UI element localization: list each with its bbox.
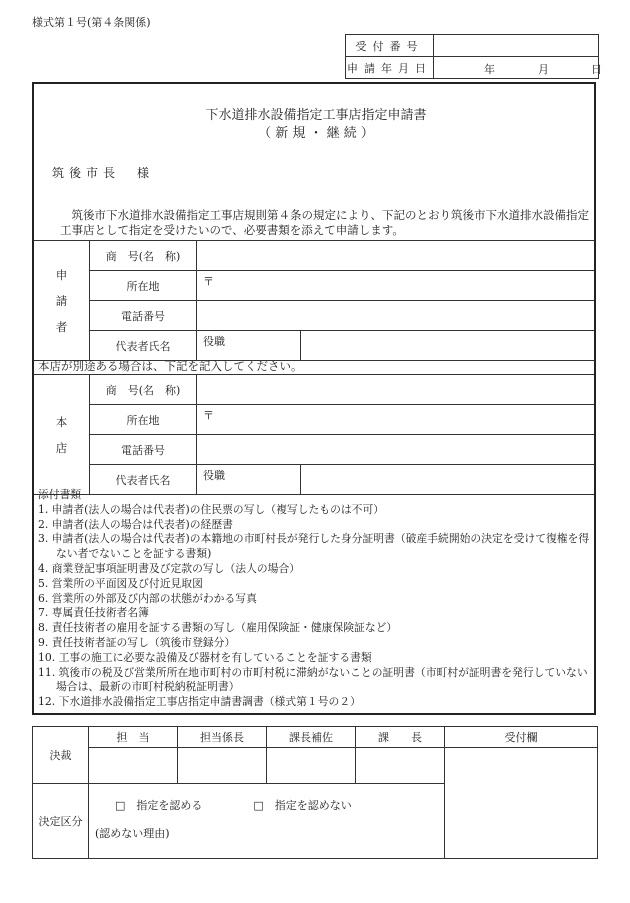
day-label: 日 (591, 63, 602, 76)
attachment-item: 10. 工事の施工に必要な設備及び器材を有していることを証する書類 (38, 650, 372, 664)
form-subtitle: （ 新 規 ・ 継 続 ） (258, 126, 374, 141)
attachments-list (38, 488, 593, 710)
deny-checkbox[interactable]: □ 指定を認めない (253, 798, 352, 812)
applicant-phone-label: 電話番号 (90, 301, 197, 331)
head-office-phone-label: 電話番号 (90, 435, 197, 465)
applicant-table (34, 240, 594, 361)
approval-table (32, 726, 598, 859)
month-label: 月 (538, 63, 549, 76)
head-office-name-label: 商 号(名 称) (90, 375, 197, 405)
approval-stamp-1[interactable] (89, 748, 178, 784)
head-office-rep-label: 代表者氏名 (90, 465, 197, 495)
decision-label: 決裁 (33, 727, 89, 784)
receipt-stamp-area[interactable] (445, 748, 598, 859)
receipt-number-field[interactable] (434, 35, 599, 57)
applicant-address-label: 所在地 (90, 271, 197, 301)
category-label: 決定区分 (33, 784, 89, 859)
attachment-item: 3. 申請者(法人の場合は代表者)の本籍地の市町村長が発行した身分証明書（破産手続開始の決定を受けて復権を得ない者でないことを証する書類) (38, 532, 590, 561)
head-office-address-field[interactable]: 〒 (197, 405, 595, 435)
applicant-rep-field[interactable] (301, 331, 595, 361)
applicant-role-field[interactable]: 役職 (197, 331, 301, 361)
approval-col-1: 担 当 (89, 727, 178, 748)
approval-stamp-3[interactable] (267, 748, 356, 784)
attachment-item: 11. 筑後市の税及び営業所所在地市町村の市町村税に滞納がないことの証明書（市町村が証明書を発行していない場合は、最新の市町村税納税証明書） (38, 665, 588, 694)
receipt-box (345, 34, 602, 79)
applicant-side-label: 申請者 (34, 241, 90, 361)
approval-col-2: 担当係長 (178, 727, 267, 748)
reason-field[interactable]: (認めない理由) (89, 825, 445, 858)
approval-col-4: 課 長 (356, 727, 445, 748)
decision-options (89, 784, 445, 826)
receipt-number-label: 受付番号 (346, 35, 434, 57)
approval-stamp-2[interactable] (178, 748, 267, 784)
application-form (32, 82, 596, 715)
attachment-item: 1. 申請者(法人の場合は代表者)の住民票の写し（複写したものは不可） (38, 502, 385, 516)
application-date-label: 申請年月日 (346, 57, 434, 79)
applicant-rep-label: 代表者氏名 (90, 331, 197, 361)
head-office-name-field[interactable] (197, 375, 595, 405)
approve-checkbox[interactable]: □ 指定を認める (115, 798, 203, 812)
approval-col-3: 課長補佐 (267, 727, 356, 748)
attachment-item: 7. 専属責任技術者名簿 (38, 606, 149, 620)
attachments-heading: 添付書類 (38, 488, 82, 501)
applicant-address-field[interactable]: 〒 (197, 271, 595, 301)
branch-note: 本店が別途ある場合は、下記を記入してください。 (38, 359, 303, 373)
attachment-item: 2. 申請者(法人の場合は代表者)の経歴書 (38, 517, 233, 531)
approval-stamp-4[interactable] (356, 748, 445, 784)
application-date-field[interactable] (434, 57, 602, 79)
head-office-phone-field[interactable] (197, 435, 595, 465)
receipt-col-label: 受付欄 (445, 727, 598, 748)
attachment-item: 5. 営業所の平面図及び付近見取図 (38, 576, 203, 590)
applicant-name-field[interactable] (197, 241, 595, 271)
form-title: 下水道排水設備指定工事店指定申請書 (205, 108, 427, 123)
head-office-role-field[interactable]: 役職 (197, 465, 301, 495)
attachment-item: 12. 下水道排水設備指定工事店指定申請書調書（様式第１号の２） (38, 695, 361, 709)
applicant-name-label: 商 号(名 称) (90, 241, 197, 271)
year-label: 年 (484, 63, 495, 76)
attachment-item: 4. 商業登記事項証明書及び定款の写し（法人の場合） (38, 561, 301, 575)
head-office-table (34, 374, 594, 495)
head-office-side-label: 本店 (34, 375, 90, 495)
attachment-item: 8. 責任技術者の雇用を証する書類の写し（雇用保険証・健康保険証など） (38, 621, 398, 635)
head-office-address-label: 所在地 (90, 405, 197, 435)
form-code: 様式第１号(第４条関係) (32, 16, 151, 29)
intro-text: 筑後市下水道排水設備指定工事店規則第４条の規定により、下記のとおり筑後市下水道排水設備指定工事店として指定を受けたいので、必要書類を添えて申請します。 (60, 208, 589, 237)
addressee: 筑後市長 様 (52, 166, 155, 180)
attachment-item: 9. 責任技術者証の写し（筑後市登録分） (38, 635, 236, 649)
attachment-item: 6. 営業所の外部及び内部の状態がわかる写真 (38, 591, 257, 605)
applicant-phone-field[interactable] (197, 301, 595, 331)
